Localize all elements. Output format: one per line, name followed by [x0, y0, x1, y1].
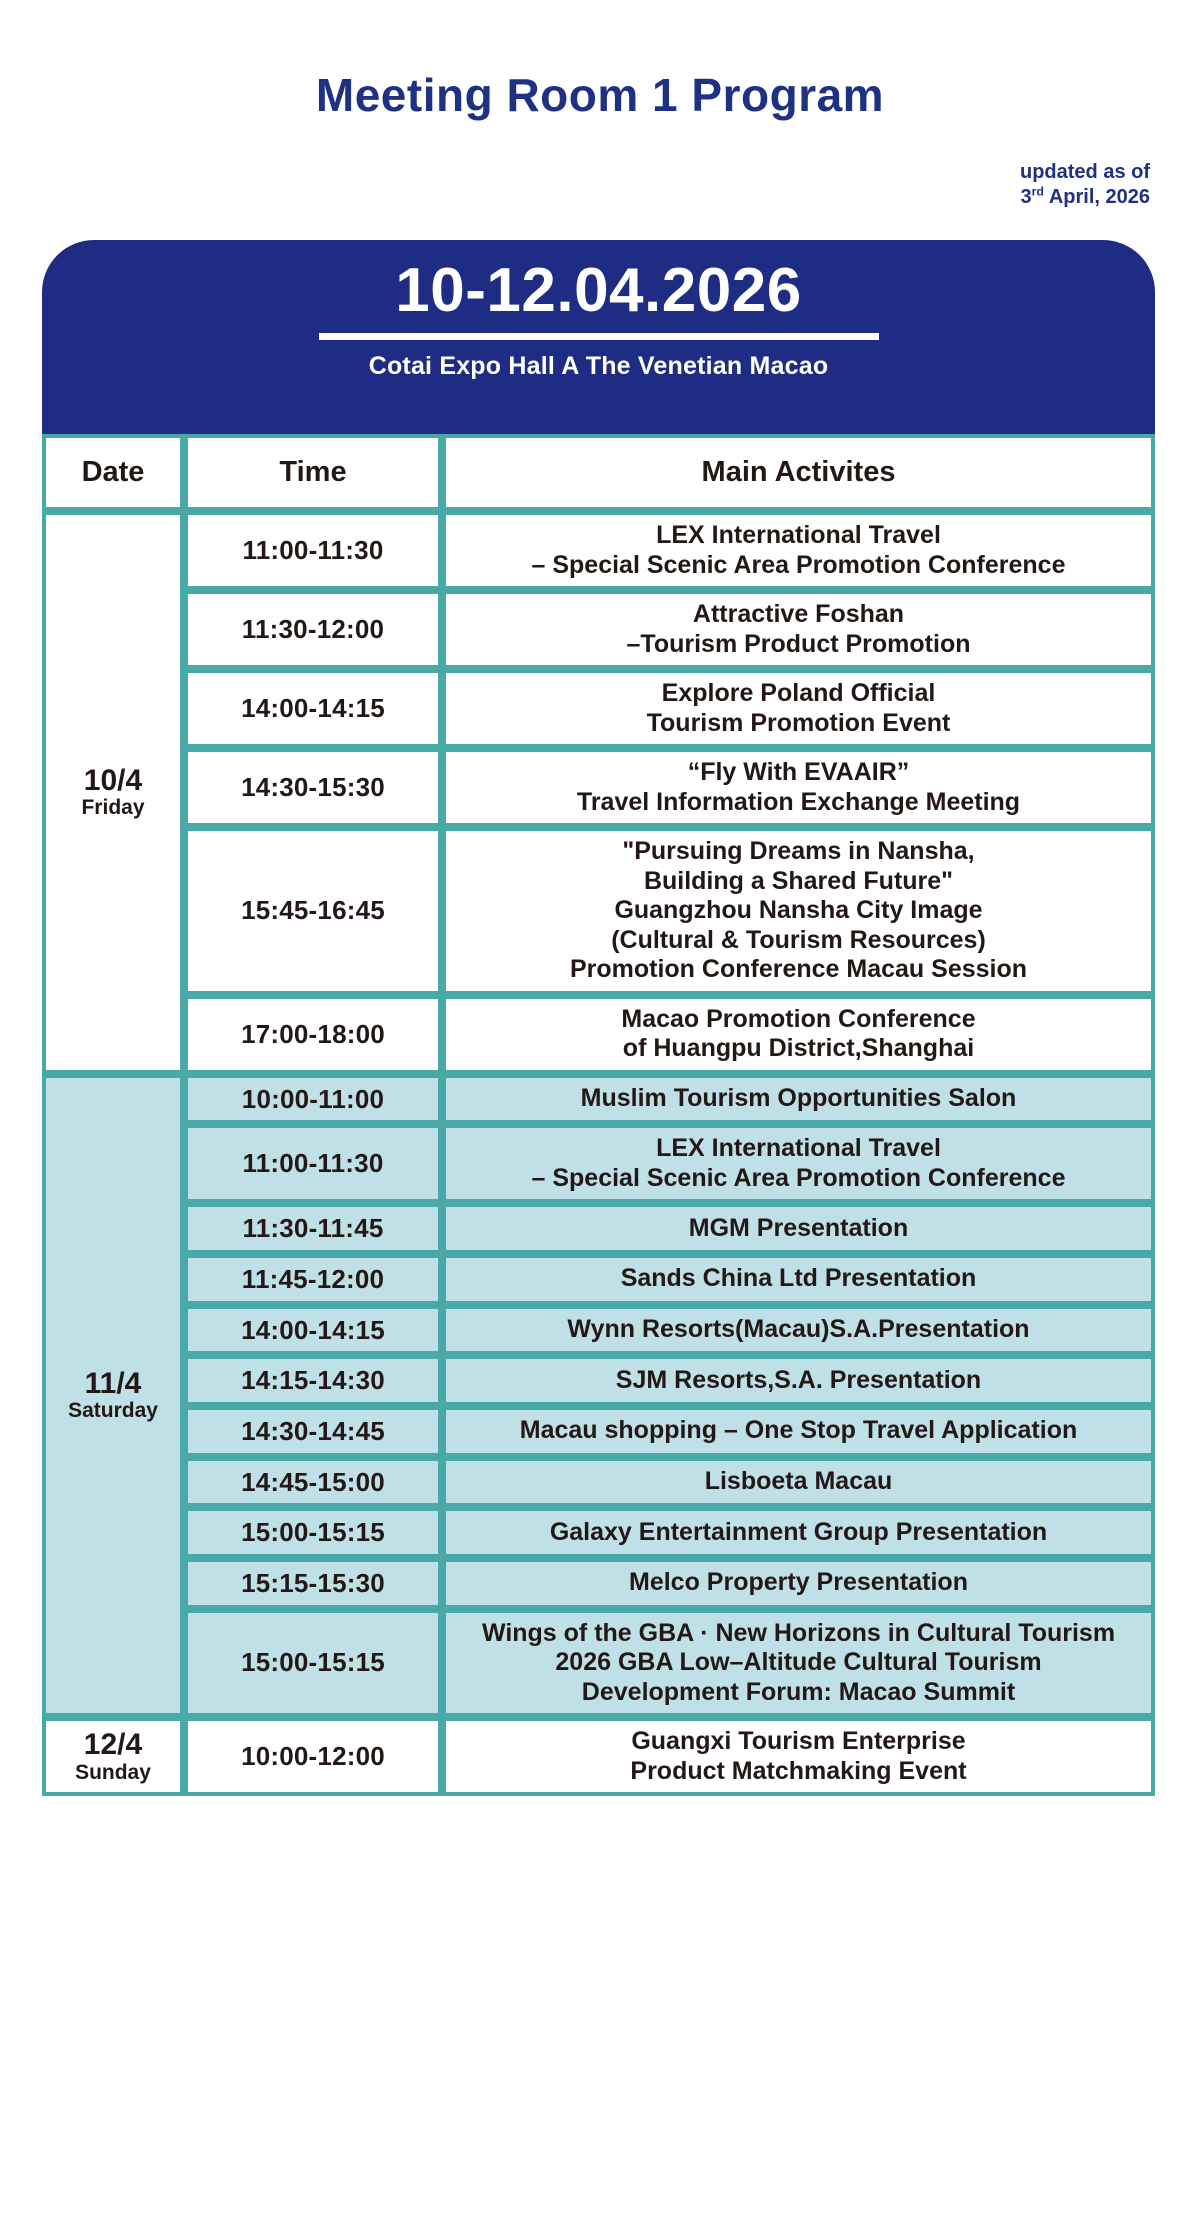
- time-cell: 14:15-14:30: [184, 1355, 442, 1406]
- activity-cell: [442, 748, 1155, 827]
- activity-line: Sands China Ltd Presentation: [620, 1264, 977, 1293]
- activity-line: Wynn Resorts(Macau)S.A.Presentation: [567, 1315, 1030, 1344]
- time-cell: 11:30-11:45: [184, 1203, 442, 1254]
- time-cell: 10:00-12:00: [184, 1717, 442, 1796]
- table-row: [42, 1254, 1155, 1305]
- activity-cell: [442, 590, 1155, 669]
- date-number: 10/4: [83, 763, 143, 797]
- activity-cell: [442, 1406, 1155, 1457]
- table-row: [42, 995, 1155, 1074]
- time-cell: 10:00-11:00: [184, 1074, 442, 1125]
- table-body: [42, 511, 1155, 1796]
- time-cell: 14:30-14:45: [184, 1406, 442, 1457]
- table-row: [42, 1558, 1155, 1609]
- time-cell: 14:00-14:15: [184, 1305, 442, 1356]
- program-schedule-table: [42, 434, 1155, 1796]
- table-row: [42, 748, 1155, 827]
- activity-line: Development Forum: Macao Summit: [581, 1677, 1016, 1706]
- time-cell: 14:00-14:15: [184, 669, 442, 748]
- activity-cell: [442, 995, 1155, 1074]
- activity-line: LEX International Travel: [656, 521, 941, 549]
- activity-cell: [442, 1457, 1155, 1508]
- activity-line: MGM Presentation: [688, 1213, 909, 1242]
- activity-line: Guangzhou Nansha City Image: [614, 896, 983, 924]
- activity-line: SJM Resorts,S.A. Presentation: [615, 1365, 982, 1394]
- updated-date-day: 3: [1020, 186, 1032, 208]
- table-header-row: [42, 434, 1155, 511]
- date-weekday: Sunday: [75, 1760, 151, 1784]
- activity-line: “Fly With EVAAIR”: [687, 758, 910, 786]
- time-cell: 15:15-15:30: [184, 1558, 442, 1609]
- date-cell: [42, 1074, 184, 1718]
- updated-date-rest: April, 2026: [1044, 186, 1150, 208]
- table-row: [42, 1124, 1155, 1203]
- time-cell: 15:00-15:15: [184, 1507, 442, 1558]
- activity-line: Wings of the GBA · New Horizons in Cultural Tourism: [481, 1618, 1116, 1647]
- table-row: [42, 669, 1155, 748]
- activity-cell: [442, 1203, 1155, 1254]
- time-cell: 11:00-11:30: [184, 1124, 442, 1203]
- activity-cell: [442, 1717, 1155, 1796]
- date-weekday: Saturday: [68, 1399, 158, 1423]
- time-cell: 11:00-11:30: [184, 511, 442, 590]
- date-number: 12/4: [83, 1728, 143, 1762]
- activity-cell: [442, 511, 1155, 590]
- activity-line: Product Matchmaking Event: [630, 1756, 967, 1785]
- table-row: [42, 1305, 1155, 1356]
- date-weekday: Friday: [81, 796, 145, 820]
- activity-line: Attractive Foshan: [692, 600, 905, 628]
- activity-line: Macao Promotion Conference: [621, 1004, 976, 1033]
- table-row: [42, 827, 1155, 995]
- activity-line: Explore Poland Official: [661, 679, 936, 707]
- time-cell: 14:45-15:00: [184, 1457, 442, 1508]
- banner-dates: 10-12.04.2026: [395, 256, 802, 325]
- activity-line: Tourism Promotion Event: [646, 708, 951, 737]
- table-row: [42, 1406, 1155, 1457]
- table-row: [42, 1457, 1155, 1508]
- activity-line: Muslim Tourism Opportunities Salon: [580, 1084, 1017, 1113]
- activity-cell: [442, 827, 1155, 995]
- updated-date-ordinal: rd: [1031, 184, 1045, 199]
- table-row: [42, 1609, 1155, 1718]
- updated-date: [1020, 185, 1150, 210]
- activity-cell: [442, 1305, 1155, 1356]
- activity-line: "Pursuing Dreams in Nansha,: [622, 837, 975, 865]
- updated-label: updated as of: [1019, 161, 1150, 183]
- activity-line: – Special Scenic Area Promotion Conference: [531, 1163, 1066, 1192]
- table-row: [42, 1203, 1155, 1254]
- activity-cell: [442, 1254, 1155, 1305]
- column-header-activities: Main Activites: [442, 434, 1155, 511]
- activity-line: Travel Information Exchange Meeting: [576, 787, 1021, 816]
- time-cell: 14:30-15:30: [184, 748, 442, 827]
- activity-cell: [442, 669, 1155, 748]
- page-title: Meeting Room 1 Program: [315, 69, 885, 121]
- activity-line: 2026 GBA Low–Altitude Cultural Tourism: [555, 1648, 1042, 1677]
- activity-cell: [442, 1558, 1155, 1609]
- time-cell: 17:00-18:00: [184, 995, 442, 1074]
- event-banner: [42, 240, 1155, 434]
- time-cell: 15:45-16:45: [184, 827, 442, 995]
- banner-divider: [319, 333, 879, 340]
- activity-line: –Tourism Product Promotion: [626, 629, 971, 658]
- activity-line: Building a Shared Future": [643, 866, 954, 895]
- activity-line: Guangxi Tourism Enterprise: [631, 1727, 966, 1756]
- activity-cell: [442, 1074, 1155, 1125]
- table-row: [42, 1507, 1155, 1558]
- activity-line: Promotion Conference Macau Session: [569, 955, 1028, 983]
- activity-line: (Cultural & Tourism Resources): [611, 925, 986, 954]
- table-row: [42, 1717, 1155, 1796]
- table-row: [42, 590, 1155, 669]
- activity-line: – Special Scenic Area Promotion Conference: [531, 550, 1066, 579]
- activity-line: LEX International Travel: [656, 1134, 941, 1163]
- table-row: [42, 1355, 1155, 1406]
- column-header-date: Date: [42, 434, 184, 511]
- activity-cell: [442, 1609, 1155, 1718]
- activity-cell: [442, 1507, 1155, 1558]
- activity-line: Lisboeta Macau: [704, 1467, 893, 1496]
- time-cell: 15:00-15:15: [184, 1609, 442, 1718]
- activity-line: Galaxy Entertainment Group Presentation: [549, 1517, 1048, 1546]
- time-cell: 11:30-12:00: [184, 590, 442, 669]
- date-number: 11/4: [84, 1366, 142, 1400]
- activity-cell: [442, 1355, 1155, 1406]
- updated-as-of-block: [1020, 160, 1150, 210]
- activity-cell: [442, 1124, 1155, 1203]
- activity-line: Melco Property Presentation: [629, 1568, 968, 1597]
- date-cell: [42, 1717, 184, 1796]
- column-header-time: Time: [184, 434, 442, 511]
- activity-line: Macau shopping – One Stop Travel Application: [519, 1416, 1078, 1445]
- table-row: [42, 1074, 1155, 1125]
- banner-venue: Cotai Expo Hall A The Venetian Macao: [368, 352, 829, 381]
- time-cell: 11:45-12:00: [184, 1254, 442, 1305]
- table-row: [42, 511, 1155, 590]
- activity-line: of Huangpu District,Shanghai: [622, 1034, 975, 1062]
- table-head: [42, 434, 1155, 511]
- date-cell: [42, 511, 184, 1074]
